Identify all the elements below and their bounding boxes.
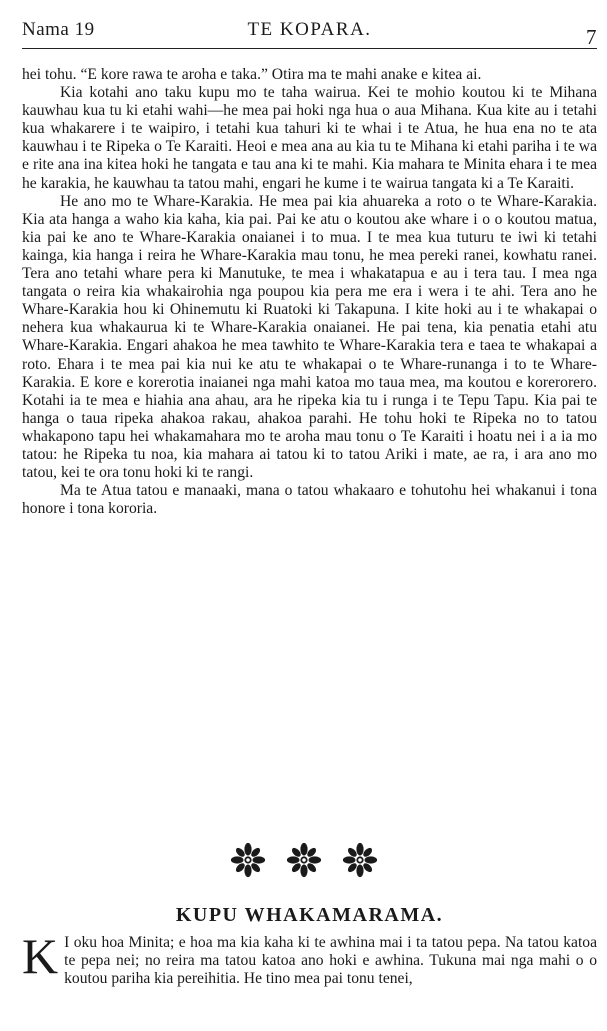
- flower-ornament-icon: [342, 842, 378, 878]
- header-rule: [22, 48, 597, 49]
- paragraph: hei tohu. “E kore rawa te aroha e taka.” Otira ma te mahi anake e kitea ai.: [22, 66, 482, 83]
- flower-ornament-icon: [286, 842, 322, 878]
- flower-ornament-icon: [230, 842, 266, 878]
- paragraph: Ma te Atua tatou e manaaki, mana o tatou whakaaro e tohutohu hei whakanui i tona honore i tona kororia.: [22, 482, 597, 518]
- page-number: 7: [586, 25, 597, 49]
- section-heading: KUPU WHAKAMARAMA.: [175, 904, 444, 926]
- section-paragraph-text: I oku hoa Minita; e hoa ma kia kaha ki te awhina mai i ta tatou pepa. Na tatou katoa te pepa nei; no reira ma tatou katoa ano hoki e awhina. Tukuna mai nga mahi o o koutou pariha kia pereihitia. He tino mea pai tonu tenei,: [64, 934, 597, 988]
- paragraph: He ano mo te Whare-Karakia. He mea pai kia ahuareka a roto o te Whare-Karakia. Kia ata hanga a waho kia kaha, kia pai. Pai ke atu o koutou ake whare i o o koutou matua, kia pai ke ano te Whare-Karakia onaianei i to mua. I te mea kua tuturu te iwi ki tetahi kainga, kia hanga i reira he Whare-Karakia mau tonu, he mea pereki ranei, kowhatu ranei. Tera ano tetahi whare pera ki Manutuke, te mea i whakatapua e au i tera tau. I mea nga tangata o reira kia whakairohia nga poupou kia pera me era i wera i te ahi. Tera ano he Whare-Karakia hou ki Ohinemutu ki Ruatoki ki Takapuna. I kite hoki au i te whakapai o nehera kua whakaurua ki te Whare-Karakia onaianei. He pai tena, kia penatia etahi atu Whare-Karakia. Engari ahakoa he mea tawhito te Whare-Karakia tera e taea te whakapai a roto. Ehara i te mea pai kia nui ke atu te whakapai o te Whare-runanga i to te Whare-Karakia. E kore e korerotia inaianei nga mahi katoa mo taua mea, ma koutou e korerorero. Kotahi ia te mea e hiahia ana ahau, ara he ripeka kia tu i runga i te Tepu Tapu. Kia pai te hanga o taua ripeka ahakoa rakau, ahakoa parahi. He tohu hoki te Ripeka no to tatou whakapono tapu hei whakamahara mo te aroha mau tonu o Te Karaiti i hoatu nei i a ia mo tatou: he Ripeka tu noa, kia mahara ai tatou ki to tatou Ariki i mate, ae ra, i ara ano mo tatou, kei te ora tonu hoki ki te rangi.: [22, 192, 597, 482]
- issue-label: Nama 19: [22, 19, 95, 40]
- running-head: [22, 19, 597, 47]
- drop-cap: K: [22, 928, 59, 984]
- body-text: [22, 66, 597, 518]
- section-paragraph: [22, 928, 597, 988]
- section-body: [22, 928, 597, 988]
- paragraph: Kia kotahi ano taku kupu mo te taha wairua. Kei te mohio koutou ki te Mihana kauwhau kua tu ki etahi wahi—he mea pai hoki nga hua o aua Mihana. Kua kite au i tetahi kua whakarere i te waipiro, i tetahi kua tahuri ki te whai i te Atua, he hua ena no te ata kauwhau i te Ripeka o Te Karaiti. Heoi e mea ana au kia tu te Mihana ki etahi pariha i te wa e rite ana ina kitea hoki he tangata e tau ana ki te mahi. Kia mahara te Minita ehara i te mea he karakia, he kauwhau ta tatou mahi, engari he kume i te wairua tangata ki a Te Karaiti.: [22, 84, 597, 192]
- ornament-row: [0, 842, 607, 882]
- journal-title: TE KOPARA.: [247, 19, 372, 40]
